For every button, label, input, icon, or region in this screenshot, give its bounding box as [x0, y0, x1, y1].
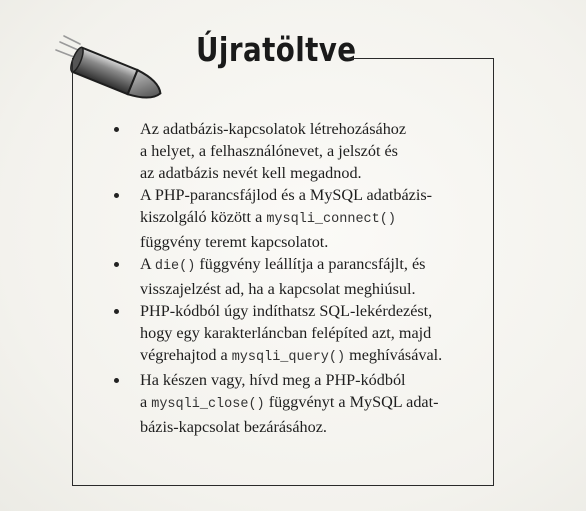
code-function-name: mysqli_query() — [231, 350, 346, 365]
code-function-name: mysqli_close() — [151, 397, 265, 412]
text-segment: a — [140, 393, 152, 411]
bullet-dot-icon — [114, 193, 119, 198]
text-segment: hogy egy karakterláncban felépíted azt, majd — [140, 324, 432, 342]
bullet-text-line — [140, 206, 486, 231]
bullet-text-line — [140, 391, 486, 416]
bullet-text-line — [140, 118, 486, 140]
text-segment: Az adatbázis-kapcsolatok létrehozásához — [140, 120, 407, 138]
bullet-item — [96, 300, 486, 369]
text-segment: bázis-kapcsolat bezárásához. — [140, 418, 327, 436]
text-segment: PHP-kódból úgy indíthatsz SQL-lekérdezést, — [140, 302, 433, 320]
bullet-dot-icon — [114, 378, 119, 383]
bullet-text-line — [140, 140, 486, 162]
heading-title: Újratöltve — [196, 30, 357, 69]
bullet-text-line — [140, 231, 486, 253]
text-segment: az adatbázis nevét kell megadnod. — [140, 164, 362, 182]
text-segment: A PHP-parancsfájlod és a MySQL adatbázis- — [140, 186, 433, 204]
text-segment: kiszolgáló között a — [140, 208, 267, 226]
bullet-text-line — [140, 300, 486, 322]
bullet-text-line — [140, 184, 486, 206]
text-segment: a helyet, a felhasználónevet, a jelszót és — [140, 142, 398, 160]
bullet-dot-icon — [114, 262, 119, 267]
bullet-text-line — [140, 253, 486, 278]
bullet-list — [96, 118, 486, 438]
bullet-text-line — [140, 344, 486, 369]
text-segment: meghívásával. — [345, 346, 443, 364]
bullet-item — [96, 253, 486, 300]
code-function-name: die() — [154, 259, 196, 274]
bullet-item — [96, 369, 486, 438]
bullet-item — [96, 184, 486, 253]
text-segment: függvény leállítja a parancsfájlt, és — [195, 255, 426, 273]
text-segment: A — [140, 255, 155, 273]
bullet-dot-icon — [114, 127, 119, 132]
code-function-name: mysqli_connect() — [266, 212, 396, 227]
bullet-text-line — [140, 162, 486, 184]
text-segment: függvény teremt kapcsolatot. — [140, 233, 329, 251]
bullet-text-line — [140, 416, 486, 438]
text-segment: Ha készen vagy, hívd meg a PHP-kódból — [140, 371, 406, 389]
text-segment: végrehajtod a — [140, 346, 232, 364]
bullet-dot-icon — [114, 309, 119, 314]
bullet-text-line — [140, 278, 486, 300]
bullet-text-line — [140, 322, 486, 344]
bullet-text-line — [140, 369, 486, 391]
text-segment: függvényt a MySQL adat- — [264, 393, 439, 411]
text-segment: visszajelzést ad, ha a kapcsolat meghiúsul. — [140, 280, 416, 298]
bullet-item — [96, 118, 486, 184]
